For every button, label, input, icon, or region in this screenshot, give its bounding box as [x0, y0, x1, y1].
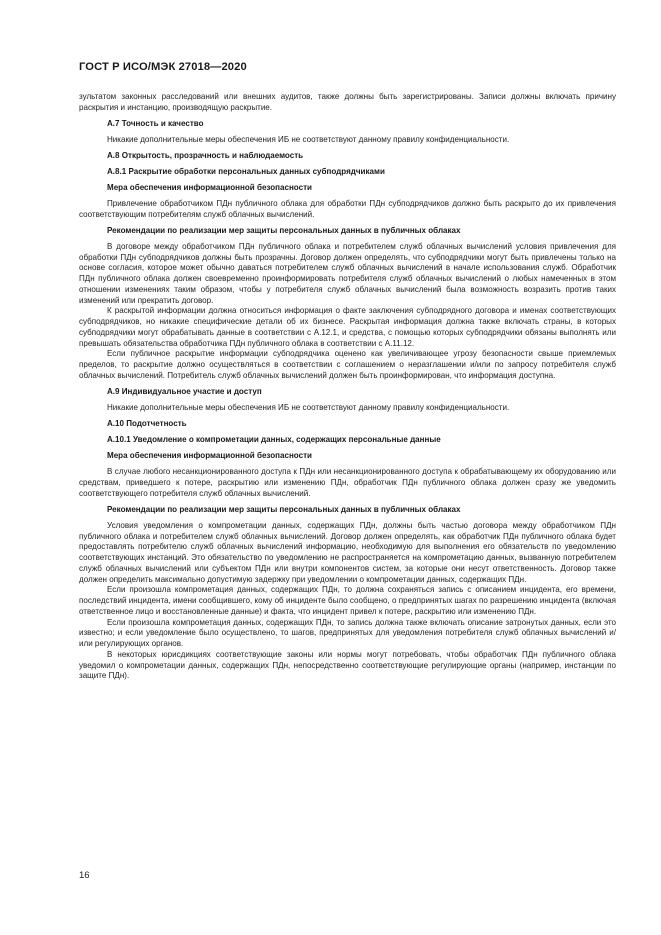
section-heading: А.10 Подотчетность	[107, 419, 187, 429]
paragraph: В договоре между обработчиком ПДн публичного облака и потребителем служб облачных вычислений условия привлечения для обработки ПДн субподрядчиков должны быть прозрачны. Договор должен определять, что субподрядчики могут быть привлечены только на основе согласия, которое может обычно даваться потребителем служб облачных вычислений в начале использования служб. Обработчик ПДн публичного облака должен своевременно проинформировать потребителя служб облачных вычислений о любых намеченных в этом отношении изменениях таким образом, чтобы у потребителя служб облачных вычислений была возможность возразить против таких изменений или прекратить договор.	[79, 241, 616, 305]
paragraph: Никакие дополнительные меры обеспечения ИБ не соответствуют данному правилу конфиденциальности.	[107, 402, 510, 412]
paragraph: Если произошла компрометация данных, содержащих ПДн, то должна сохраняться запись с описанием инцидента, его времени, последствий инцидента, имени сообщившего, кому об инциденте было сообщено, о предпринятых шагах по разрешению инцидента (включая ответственное лицо и восстановленные данные) и факта, что инцидент привел к потере, раскрытию или изменению ПДн.	[79, 585, 616, 616]
paragraph: К раскрытой информации должна относиться информация о факте заключения субподрядного договора и именах соответствующих субподрядчиков, но никакие специфические детали об их бизнесе. Раскрытая информация должна также включать страны, в которых субподрядчики могут обрабатывать данные в соответствии с А.12.1, и средства, с помощью которых субподрядчики обязаны выполнять или превышать обязательства обработчика ПДн публичного облака в соответствии с А.11.12.	[79, 306, 616, 348]
section-heading: А.9 Индивидуальное участие и доступ	[107, 386, 262, 396]
paragraph: Если произошла компрометация данных, содержащих ПДн, то запись должна также включать описание затронутых данных, если это известно; и если уведомление было осуществлено, то шагов, предпринятых для уведомления потребителя служб облачных вычислений и/или регулирующих органов.	[79, 617, 616, 648]
section-heading: А.8 Открытость, прозрачность и наблюдаемость	[107, 150, 304, 160]
guidance-heading: Рекомендации по реализации мер защиты персональных данных в публичных облаках	[107, 504, 461, 514]
section-heading: А.7 Точность и качество	[107, 118, 204, 128]
paragraph: Никакие дополнительные меры обеспечения ИБ не соответствуют данному правилу конфиденциальности.	[107, 134, 510, 144]
control-heading: Мера обеспечения информационной безопасности	[107, 182, 312, 192]
subsection-heading: А.8.1 Раскрытие обработки персональных данных субподрядчиками	[107, 166, 385, 176]
body-text-continuation: зультатом законных расследований или внешних аудитов, также должны быть зарегистрированы. Записи должны включать причину раскрытия и инстанцию, производящую раскрытие.	[79, 92, 616, 112]
paragraph: В случае любого несанкционированного доступа к ПДн или несанкционированного доступа к обрабатывающему их оборудованию или средствам, приведшего к потере, раскрытию или изменению ПДн, обработчик ПДн публичного облака должен сразу же уведомить соответствующего потребителя служб облачных вычислений.	[79, 467, 616, 498]
document-body	[79, 92, 616, 682]
page-number: 16	[79, 870, 90, 881]
paragraph: В некоторых юрисдикциях соответствующие законы или нормы могут потребовать, чтобы обработчик ПДн публичного облака уведомил о компрометации данных, содержащих ПДн, непосредственно соответствующие регулирующие органы (например, инстанции по защите ПДн).	[79, 649, 616, 681]
paragraph: Привлечение обработчиком ПДн публичного облака для обработки ПДн субподрядчиков должно быть раскрыто до их привлечения соответствующим потребителям служб облачных вычислений.	[79, 199, 616, 219]
guidance-heading: Рекомендации по реализации мер защиты персональных данных в публичных облаках	[107, 225, 461, 235]
paragraph: Условия уведомления о компрометации данных, содержащих ПДн, должны быть частью договора между обработчиком ПДн публичного облака и потребителем служб облачных вычислений. Договор должен определять, как обработчик ПДн публичного облака будет предоставлять потребителю служб облачных вычислений информацию, необходимую для выполнения его обязательств по уведомлению соответствующих инстанций. Это обязательство по уведомлению не распространяется на компрометацию данных, вызванную потребителем служб облачных вычислений или субъектом ПДн или внутри компонентов систем, за которые они несут ответственность. Договор также должен определить максимально допустимую задержку при уведомлении о компрометации данных, содержащих ПДн.	[79, 520, 616, 584]
control-heading: Мера обеспечения информационной безопасности	[107, 451, 312, 461]
document-header: ГОСТ Р ИСО/МЭК 27018—2020	[79, 61, 247, 73]
paragraph: Если публичное раскрытие информации субподрядчика оценено как увеличивающее угрозу безопасности свыше приемлемых пределов, то раскрытие должно осуществляться в соответствии с соглашением о неразглашении и/или по запросу потребителя служб облачных вычислений. Потребитель служб облачных вычислений должен быть проинформирован, что информация доступна.	[79, 349, 616, 380]
subsection-heading: А.10.1 Уведомление о компрометации данных, содержащих персональные данные	[107, 435, 441, 445]
